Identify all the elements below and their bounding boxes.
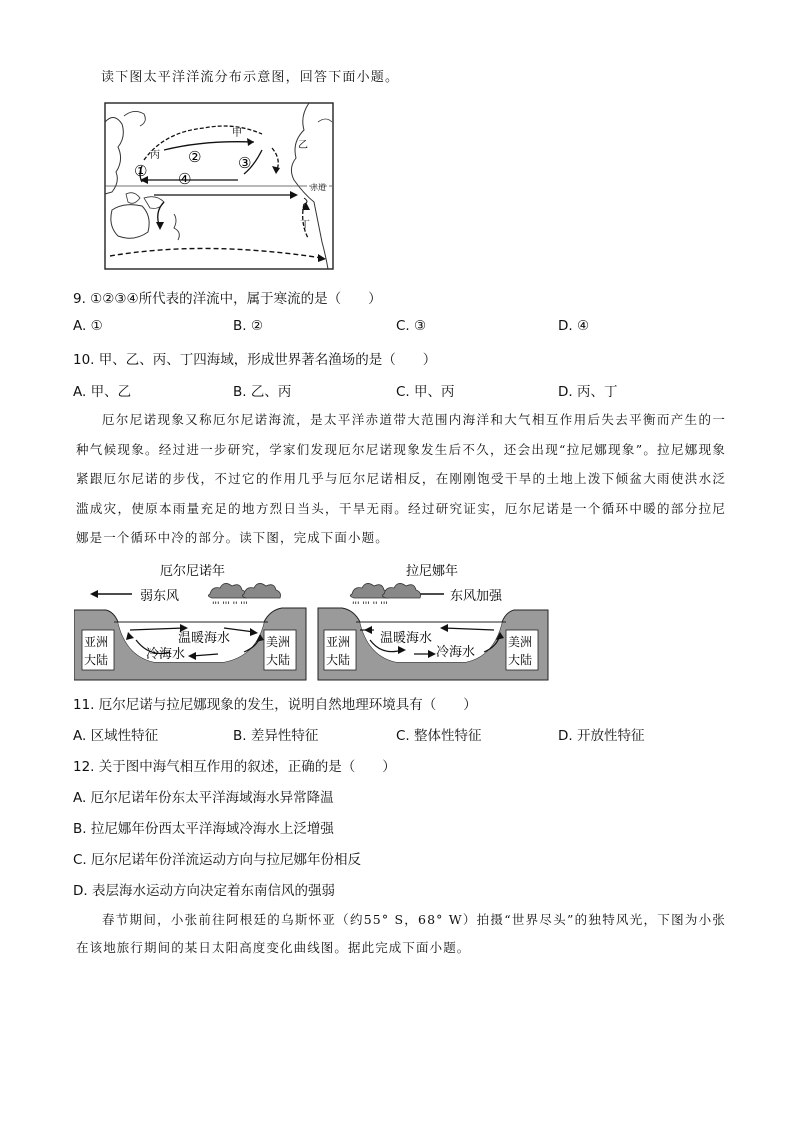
map-label-ding: 丁 — [300, 220, 310, 231]
q12-option-b[interactable]: B. 拉尼娜年份西太平洋海域冷海水上泛增强 — [73, 821, 334, 837]
la-nina-asia-2: 大陆 — [326, 653, 351, 667]
la-nina-title: 拉尼娜年 — [406, 564, 459, 579]
el-nino-warm: 温暖海水 — [178, 631, 231, 646]
q12-stem: 12. 关于图中海气相互作用的叙述，正确的是（ ） — [73, 759, 396, 775]
map-label-equator: 赤道 — [310, 183, 326, 192]
map-label-c3: ③ — [238, 154, 252, 172]
q9-option-d[interactable]: D. ④ — [558, 318, 590, 334]
el-nino-title: 厄尔尼诺年 — [160, 564, 226, 579]
q11-stem: 11. 厄尔尼诺与拉尼娜现象的发生，说明自然地理环境具有（ ） — [73, 697, 477, 713]
passage-ushuaia: 春节期间，小张前往阿根廷的乌斯怀亚（约55° S，68° W）拍摄“世界尽头”的独特风光，下图为小张在该地旅行期间的某日太阳高度变化曲线图。据此完成下面小题。 — [76, 912, 726, 955]
q12-option-d[interactable]: D. 表层海水运动方向决定着东南信风的强弱 — [73, 883, 335, 899]
intro-text: 读下图太平洋洋流分布示意图，回答下面小题。 — [101, 70, 400, 85]
la-nina-warm: 温暖海水 — [380, 631, 433, 646]
q11-option-a[interactable]: A. 区域性特征 — [73, 728, 159, 744]
el-nino-panel — [74, 563, 306, 680]
q12-option-c[interactable]: C. 厄尔尼诺年份洋流运动方向与拉尼娜年份相反 — [73, 852, 362, 868]
map-label-c2: ② — [188, 148, 202, 166]
q9-option-b[interactable]: B. ② — [233, 318, 263, 334]
rain-cloud-icon — [208, 583, 280, 611]
el-nino-america-2: 大陆 — [266, 653, 291, 667]
la-nina-panel — [318, 563, 548, 680]
q12-option-a[interactable]: A. 厄尔尼诺年份东太平洋海域海水异常降温 — [73, 790, 334, 806]
el-nino-america-1: 美洲 — [266, 635, 291, 649]
el-nino-asia-2: 大陆 — [84, 653, 109, 667]
q10-option-c[interactable]: C. 甲、丙 — [396, 384, 455, 400]
q11-option-c[interactable]: C. 整体性特征 — [396, 728, 482, 744]
map-label-c1: ① — [134, 162, 148, 180]
el-nino-wind: 弱东风 — [140, 589, 180, 604]
map-label-bing: 丙 — [150, 150, 160, 161]
q11-option-b[interactable]: B. 差异性特征 — [233, 728, 319, 744]
passage-el-nino: 厄尔尼诺现象又称厄尔尼诺海流，是太平洋赤道带大范围内海洋和大气相互作用后失去平衡而产生的一种气候现象。经过进一步研究，学家们发现厄尔尼诺现象发生后不久，还会出现“拉尼娜现象”。拉尼娜现象紧跟厄尔尼诺的步伐，不过它的作用几乎与厄尔尼诺相反，在刚刚饱受干旱的土地上泼下倾盆大雨使洪水泛滥成灾，使原本雨量充足的地方烈日当头，干旱无雨。经过研究证实，厄尔尼诺是一个循环中暖的部分拉尼娜是一个循环中冷的部分。读下图，完成下面小题。 — [76, 412, 726, 545]
q10-option-a[interactable]: A. 甲、乙 — [73, 384, 132, 400]
q11-option-d[interactable]: D. 开放性特征 — [558, 728, 645, 744]
svg-text:ꞌꞌꞌ ꞌꞌꞌ ꞌꞌ ꞌꞌꞌ: ꞌꞌꞌ ꞌꞌꞌ ꞌꞌ ꞌꞌꞌ — [212, 601, 248, 611]
el-nino-cold: 冷海水 — [146, 647, 186, 662]
la-nina-asia-1: 亚洲 — [326, 635, 351, 649]
q10-option-d[interactable]: D. 丙、丁 — [558, 384, 618, 400]
la-nina-cold: 冷海水 — [436, 645, 476, 660]
q9-option-c[interactable]: C. ③ — [396, 318, 427, 334]
q10-stem: 10. 甲、乙、丙、丁四海域，形成世界著名渔场的是（ ） — [73, 352, 437, 368]
el-nino-asia-1: 亚洲 — [84, 635, 109, 649]
svg-text:ꞌꞌꞌ ꞌꞌꞌ ꞌꞌ ꞌꞌꞌ: ꞌꞌꞌ ꞌꞌꞌ ꞌꞌ ꞌꞌꞌ — [352, 601, 388, 611]
la-nina-america-2: 大陆 — [508, 653, 533, 667]
q10-option-b[interactable]: B. 乙、丙 — [233, 384, 292, 400]
rain-cloud-icon — [350, 583, 420, 611]
la-nina-america-1: 美洲 — [508, 635, 533, 649]
map-label-jia: 甲 — [232, 128, 242, 139]
la-nina-wind: 东风加强 — [450, 589, 503, 604]
q9-stem: 9. ①②③④所代表的洋流中，属于寒流的是（ ） — [73, 291, 382, 307]
map-label-yi: 乙 — [298, 140, 308, 151]
q9-option-a[interactable]: A. ① — [73, 318, 103, 334]
el-nino-la-nina-figure — [74, 560, 550, 682]
map-label-c4: ④ — [178, 170, 192, 188]
pacific-currents-map — [104, 102, 334, 270]
